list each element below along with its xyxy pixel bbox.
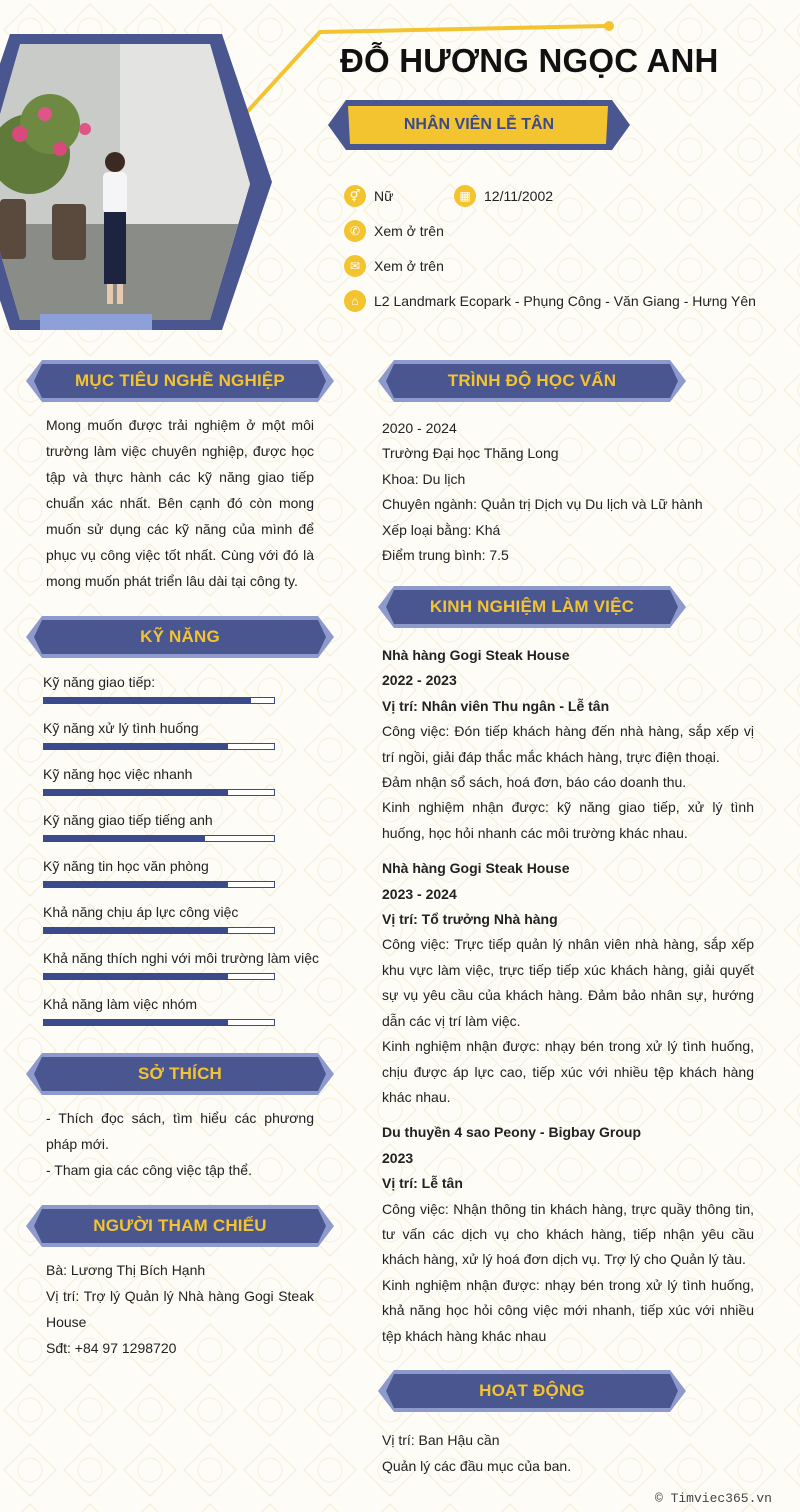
skill-label: Khả năng làm việc nhóm [43,996,198,1012]
experience-list [382,643,754,1349]
skill-bar [43,743,275,750]
education-line: Điểm trung bình: 7.5 [382,547,509,564]
education-line: Khoa: Du lịch [382,470,466,487]
education-heading: TRÌNH ĐỘ HỌC VẤN [378,358,686,404]
skill-bar [43,881,275,888]
gender-row [344,185,393,207]
job-detail: Kinh nghiệm nhận được: kỹ năng giao tiếp, xử lý tình huống, học hỏi nhanh các môi trường khác nhau. [382,799,754,841]
reference-text [46,1257,314,1361]
skill-bar-fill [44,974,228,979]
skill-label: Khả năng thích nghi với môi trường làm việc [43,950,319,966]
phone-icon: ✆ [344,220,366,242]
job-period: 2022 - 2023 [382,672,457,689]
job-detail: Công việc: Nhận thông tin khách hàng, trực quầy thông tin, tư vấn các dịch vụ cho khách hàng, tiếp nhận yêu cầu khách hàng, xử lý hoá đơn dịch vụ. Trợ lý cho Quản lý tàu. [382,1200,754,1268]
hobby-line: - Thích đọc sách, tìm hiểu các phương pháp mới. [46,1110,314,1152]
activity-line: Quản lý các đầu mục của ban. [382,1458,572,1474]
email-row [344,255,444,277]
skill-item [43,903,343,934]
skill-label: Khả năng chịu áp lực công việc [43,904,239,920]
job-position: Vị trí: Tổ trưởng Nhà hàng [382,911,558,928]
skill-bar-fill [44,744,228,749]
home-icon: ⌂ [344,290,366,312]
skill-label: Kỹ năng giao tiếp: [43,674,156,690]
skill-bar [43,835,275,842]
education-line: Trường Đại học Thăng Long [382,445,559,462]
hobbies-text [46,1105,314,1183]
gender-icon: ⚥ [344,185,366,207]
job-period: 2023 [382,1149,414,1166]
job-company: Du thuyền 4 sao Peony - Bigbay Group [382,1124,642,1141]
skill-item [43,811,343,842]
job-entry [382,643,754,846]
job-detail: Công việc: Đón tiếp khách hàng đến nhà hàng, sắp xếp vị trí ngồi, giải đáp thắc mắc khách hàng, trực điện thoại. [382,723,754,765]
skill-item [43,949,343,980]
job-position: Vị trí: Lễ tân [382,1175,463,1192]
reference-line: Vị trí: Trợ lý Quản lý Nhà hàng Gogi Steak House [46,1288,314,1330]
skill-item [43,673,343,704]
job-detail: Kinh nghiệm nhận được: nhạy bén trong xử lý tình huống, chịu được áp lực cao, tiếp xúc với nhiều tệp khách hàng khác nhau. [382,1038,754,1105]
skill-bar-fill [44,698,251,703]
reference-line: Bà: Lương Thị Bích Hạnh [46,1262,206,1278]
skill-bar-fill [44,1020,228,1025]
job-title-badge [328,98,630,152]
activity-line: Vị trí: Ban Hậu cần [382,1432,500,1448]
education-line: Chuyên ngành: Quản trị Dịch vụ Du lịch và Lữ hành [382,496,703,513]
skill-label: Kỹ năng tin học văn phòng [43,858,209,874]
activities-heading: HOẠT ĐỘNG [378,1368,686,1414]
job-title: NHÂN VIÊN LỄ TÂN [403,116,555,133]
activities-text [382,1427,754,1479]
job-entry [382,856,754,1110]
profile-photo [0,34,272,330]
gender-value: Nữ [374,188,394,204]
skill-item [43,857,343,888]
calendar-icon: ▦ [454,185,476,207]
objective-heading: MỤC TIÊU NGHỀ NGHIỆP [26,358,334,404]
skill-bar [43,973,275,980]
education-line: Xếp loại bằng: Khá [382,521,501,538]
hobbies-heading: SỞ THÍCH [26,1051,334,1097]
hobby-line: - Tham gia các công việc tập thể. [46,1162,252,1178]
experience-heading: KINH NGHIỆM LÀM VIỆC [378,584,686,630]
skill-bar-fill [44,882,228,887]
skill-item [43,719,343,750]
skill-bar-fill [44,790,228,795]
phone-value: Xem ở trên [374,223,444,239]
job-detail: Công việc: Trực tiếp quản lý nhân viên nhà hàng, sắp xếp khu vực làm việc, trực tiếp tiếp xúc khách hàng, giải quyết sự vụ yêu cầu của khách hàng. Đảm bảo nhân sự, hướng dẫn các vị trí làm việc. [382,936,754,1029]
job-company: Nhà hàng Gogi Steak House [382,860,570,877]
skill-bar [43,789,275,796]
job-detail: Kinh nghiệm nhận được: nhạy bén trong xử lý tình huống, khả năng học hỏi công việc mới nhanh, tiếp xúc với nhiều tệp khách hàng khác nhau [382,1276,754,1344]
objective-text: Mong muốn được trải nghiệm ở một môi trường làm việc chuyên nghiệp, được học tập và thực hành các kỹ năng giao tiếp chuẩn xác nhất. Bên cạnh đó còn mong muốn sử dụng các kỹ năng của mình để phục vụ công việc tốt nhất. Cùng với đó là mong muốn phát triển lâu dài tại công ty. [46,417,314,589]
job-entry [382,1120,754,1349]
job-position: Vị trí: Nhân viên Thu ngân - Lễ tân [382,697,610,714]
birthday-value: 12/11/2002 [484,188,554,204]
birthday-row [454,185,553,207]
footer-watermark: © Timviec365.vn [654,1491,772,1506]
skill-bar-fill [44,836,205,841]
skills-heading: KỸ NĂNG [26,614,334,660]
reference-heading: NGƯỜI THAM CHIẾU [26,1203,334,1249]
skill-bar [43,697,275,704]
skill-item [43,765,343,796]
skill-label: Kỹ năng giao tiếp tiếng anh [43,812,213,828]
phone-row [344,220,444,242]
skill-bar [43,927,275,934]
skill-label: Kỹ năng xử lý tình huống [43,720,199,736]
skill-bar [43,1019,275,1026]
address-value: L2 Landmark Ecopark - Phụng Công - Văn Giang - Hưng Yên [374,293,756,309]
skill-item [43,995,343,1026]
email-icon: ✉ [344,255,366,277]
email-value: Xem ở trên [374,258,444,274]
candidate-name: ĐỖ HƯƠNG NGỌC ANH [340,42,719,79]
reference-line: Sđt: +84 97 1298720 [46,1340,177,1356]
education-text [382,416,754,568]
job-period: 2023 - 2024 [382,885,457,902]
skill-bar-fill [44,928,228,933]
skill-label: Kỹ năng học việc nhanh [43,766,193,782]
address-row [344,290,756,312]
job-detail: Đảm nhận sổ sách, hoá đơn, báo cáo doanh thu. [382,774,687,791]
education-line: 2020 - 2024 [382,420,457,436]
job-company: Nhà hàng Gogi Steak House [382,647,570,663]
